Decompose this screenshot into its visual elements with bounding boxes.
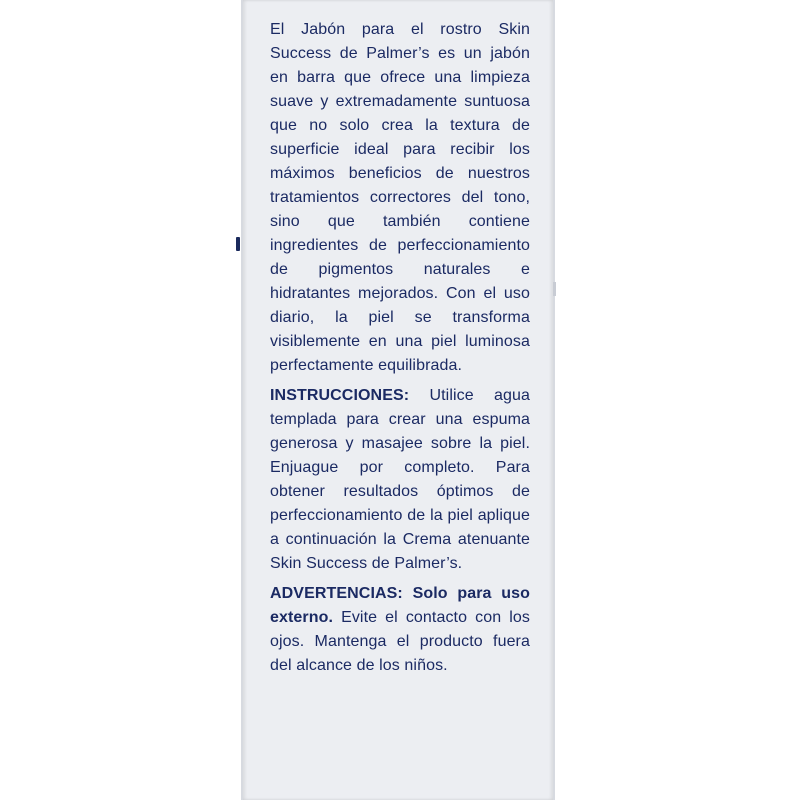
instructions-text: Utilice agua templada para crear una espuma generosa y masajee sobre la piel. Enjuague por completo. Para obtener resultados óptimos de perfeccionamiento de la piel aplique a continuación la Crema atenuante Skin Success de Palmer’s. xyxy=(270,387,530,572)
instructions-label: INSTRUCCIONES: xyxy=(270,387,410,404)
box-side-mark xyxy=(236,237,240,251)
box-right-mark xyxy=(553,282,556,296)
warnings-label: ADVERTENCIAS: Solo para uso externo. xyxy=(270,585,530,626)
label-text-column xyxy=(270,18,530,684)
warnings-text: Evite el contacto con los ojos. Mantenga el producto fuera del alcance de los niños. xyxy=(270,609,530,674)
instructions-paragraph xyxy=(270,384,530,576)
warnings-paragraph xyxy=(270,582,530,678)
box-right-edge xyxy=(553,0,555,800)
product-description: El Jabón para el rostro Skin Success de Palmer’s es un jabón en barra que ofrece una limpieza suave y extremadamente suntuosa que no solo crea la textura de superficie ideal para recibir los máximos beneficios de nuestros tratamientos correctores del tono, sino que también contiene ingredientes de perfeccionamiento de pigmentos naturales e hidratantes mejorados. Con el uso diario, la piel se transforma visiblemente en una piel luminosa perfectamente equilibrada. xyxy=(270,21,530,374)
